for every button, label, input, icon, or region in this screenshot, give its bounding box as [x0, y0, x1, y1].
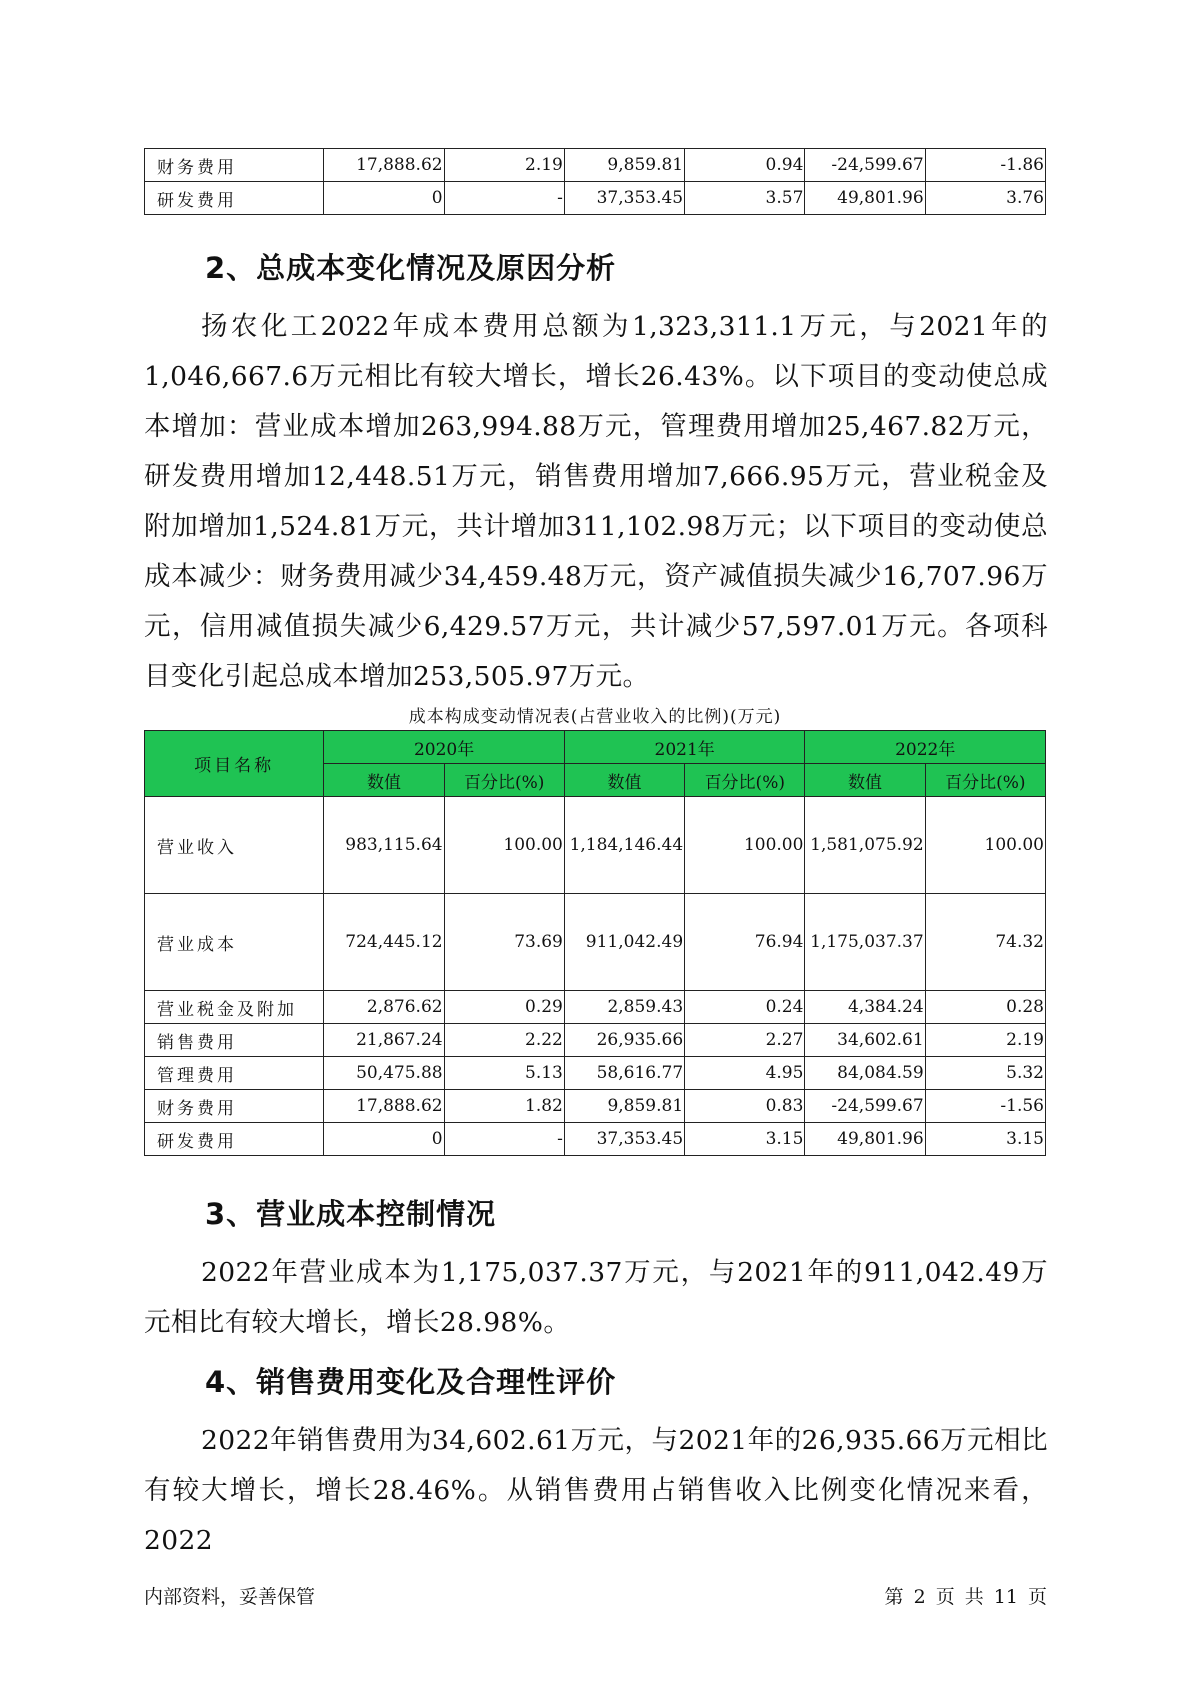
table-cell: 0.24 — [685, 991, 805, 1024]
table-cell: 58,616.77 — [564, 1057, 684, 1090]
table-cell: 74.32 — [925, 894, 1045, 991]
table-cell: 50,475.88 — [324, 1057, 444, 1090]
section-2-paragraph: 扬农化工2022年成本费用总额为1,323,311.1万元，与2021年的1,046,667.6万元相比有较大增长，增长26.43%。以下项目的变动使总成本增加：营业成本增加263,994.88万元，管理费用增加25,467.82万元，研发费用增加12,448.51万元，销售费用增加7,666.95万元，营业税金及附加增加1,524.81万元，共计增加311,102.98万元；以下项目的变动使总成本减少：财务费用减少34,459.48万元，资产减值损失减少16,707.96万元，信用减值损失减少6,429.57万元，共计减少57,597.01万元。各项科目变化引起总成本增加253,505.97万元。 — [144, 311, 1048, 692]
table-cell: 9,859.81 — [564, 149, 684, 182]
table-row — [145, 182, 1046, 215]
table-cell: 100.00 — [925, 797, 1045, 894]
column-header-percent: 百分比(%) — [685, 764, 805, 797]
table-cell: 0.94 — [685, 149, 805, 182]
table-row — [145, 1090, 1046, 1123]
table-cell: 4,384.24 — [805, 991, 925, 1024]
table-cell: 49,801.96 — [805, 1123, 925, 1156]
table-cell: 0.28 — [925, 991, 1045, 1024]
table-cell: 0 — [324, 182, 444, 215]
section-heading-2: 2、总成本变化情况及原因分析 — [205, 251, 617, 285]
table-cell: 9,859.81 — [564, 1090, 684, 1123]
footer-confidential-note: 内部资料，妥善保管 — [144, 1586, 316, 1608]
table-cell: 17,888.62 — [324, 149, 444, 182]
footer-page-number: 第 2 页 共 11 页 — [884, 1586, 1047, 1608]
table-row — [145, 149, 1046, 182]
table-cell: 5.32 — [925, 1057, 1045, 1090]
row-label: 营业收入 — [145, 797, 324, 894]
column-header-name: 项目名称 — [145, 731, 324, 797]
table-row — [145, 797, 1046, 894]
table-row — [145, 991, 1046, 1024]
table-cell: 983,115.64 — [324, 797, 444, 894]
table-cell: 100.00 — [685, 797, 805, 894]
table-cell: 73.69 — [444, 894, 564, 991]
column-header-value: 数值 — [324, 764, 444, 797]
table-cell: 724,445.12 — [324, 894, 444, 991]
expense-table-continued — [144, 148, 1046, 215]
table-cell: 100.00 — [444, 797, 564, 894]
table-cell: 17,888.62 — [324, 1090, 444, 1123]
row-label: 研发费用 — [145, 1123, 324, 1156]
table-cell — [564, 797, 684, 894]
table-cell: 2,859.43 — [564, 991, 684, 1024]
table-cell: 3.15 — [925, 1123, 1045, 1156]
table-caption: 成本构成变动情况表(占营业收入的比例)(万元) — [408, 707, 782, 727]
wrapped-value: 1,581,075.92 — [810, 835, 924, 855]
table-cell: 5.13 — [444, 1057, 564, 1090]
table-cell: -1.86 — [925, 149, 1045, 182]
table-header-row — [145, 731, 1046, 764]
table-cell: 76.94 — [685, 894, 805, 991]
section-4-paragraph: 2022年销售费用为34,602.61万元，与2021年的26,935.66万元相比有较大增长，增长28.46%。从销售费用占销售收入比例变化情况来看，2022 — [144, 1425, 1048, 1556]
table-cell: 911,042.49 — [564, 894, 684, 991]
table-cell: 2.27 — [685, 1024, 805, 1057]
table-cell: - — [444, 1123, 564, 1156]
table-cell: 21,867.24 — [324, 1024, 444, 1057]
table-cell: 3.15 — [685, 1123, 805, 1156]
table-cell: 1.82 — [444, 1090, 564, 1123]
table-cell: 3.76 — [925, 182, 1045, 215]
table-cell: -1.56 — [925, 1090, 1045, 1123]
table-cell: 2.19 — [925, 1024, 1045, 1057]
row-label: 营业成本 — [145, 894, 324, 991]
column-header-value: 数值 — [805, 764, 925, 797]
table-cell: 2.22 — [444, 1024, 564, 1057]
table-cell: 0.29 — [444, 991, 564, 1024]
column-header-value: 数值 — [564, 764, 684, 797]
wrapped-value: 1,184,146.44 — [569, 835, 684, 855]
column-header-percent: 百分比(%) — [925, 764, 1045, 797]
cost-structure-table — [144, 730, 1046, 1156]
section-heading-4: 4、销售费用变化及合理性评价 — [205, 1365, 617, 1399]
table-cell: 4.95 — [685, 1057, 805, 1090]
table-cell — [805, 797, 925, 894]
column-header-year: 2020年 — [324, 731, 565, 764]
table-cell: 37,353.45 — [564, 182, 684, 215]
column-header-percent: 百分比(%) — [444, 764, 564, 797]
column-header-year: 2021年 — [564, 731, 805, 764]
table-cell — [805, 894, 925, 991]
wrapped-value: 1,175,037.37 — [810, 932, 924, 952]
table-cell: -24,599.67 — [805, 1090, 925, 1123]
table-cell: 34,602.61 — [805, 1024, 925, 1057]
table-cell: 37,353.45 — [564, 1123, 684, 1156]
row-label: 销售费用 — [145, 1024, 324, 1057]
table-cell: -24,599.67 — [805, 149, 925, 182]
table-row — [145, 1123, 1046, 1156]
table-cell: 49,801.96 — [805, 182, 925, 215]
table-cell: 2,876.62 — [324, 991, 444, 1024]
section-heading-3: 3、营业成本控制情况 — [205, 1197, 497, 1231]
column-header-year: 2022年 — [805, 731, 1046, 764]
row-label: 研发费用 — [145, 182, 324, 215]
table-row — [145, 894, 1046, 991]
table-cell: - — [444, 182, 564, 215]
row-label: 管理费用 — [145, 1057, 324, 1090]
row-label: 财务费用 — [145, 1090, 324, 1123]
table-cell: 26,935.66 — [564, 1024, 684, 1057]
table-cell: 2.19 — [444, 149, 564, 182]
section-3-paragraph: 2022年营业成本为1,175,037.37万元，与2021年的911,042.49万元相比有较大增长，增长28.98%。 — [144, 1257, 1048, 1338]
row-label: 财务费用 — [145, 149, 324, 182]
table-row — [145, 1024, 1046, 1057]
row-label: 营业税金及附加 — [145, 991, 324, 1024]
table-cell: 0 — [324, 1123, 444, 1156]
table-row — [145, 1057, 1046, 1090]
table-cell: 0.83 — [685, 1090, 805, 1123]
table-cell: 3.57 — [685, 182, 805, 215]
table-cell: 84,084.59 — [805, 1057, 925, 1090]
